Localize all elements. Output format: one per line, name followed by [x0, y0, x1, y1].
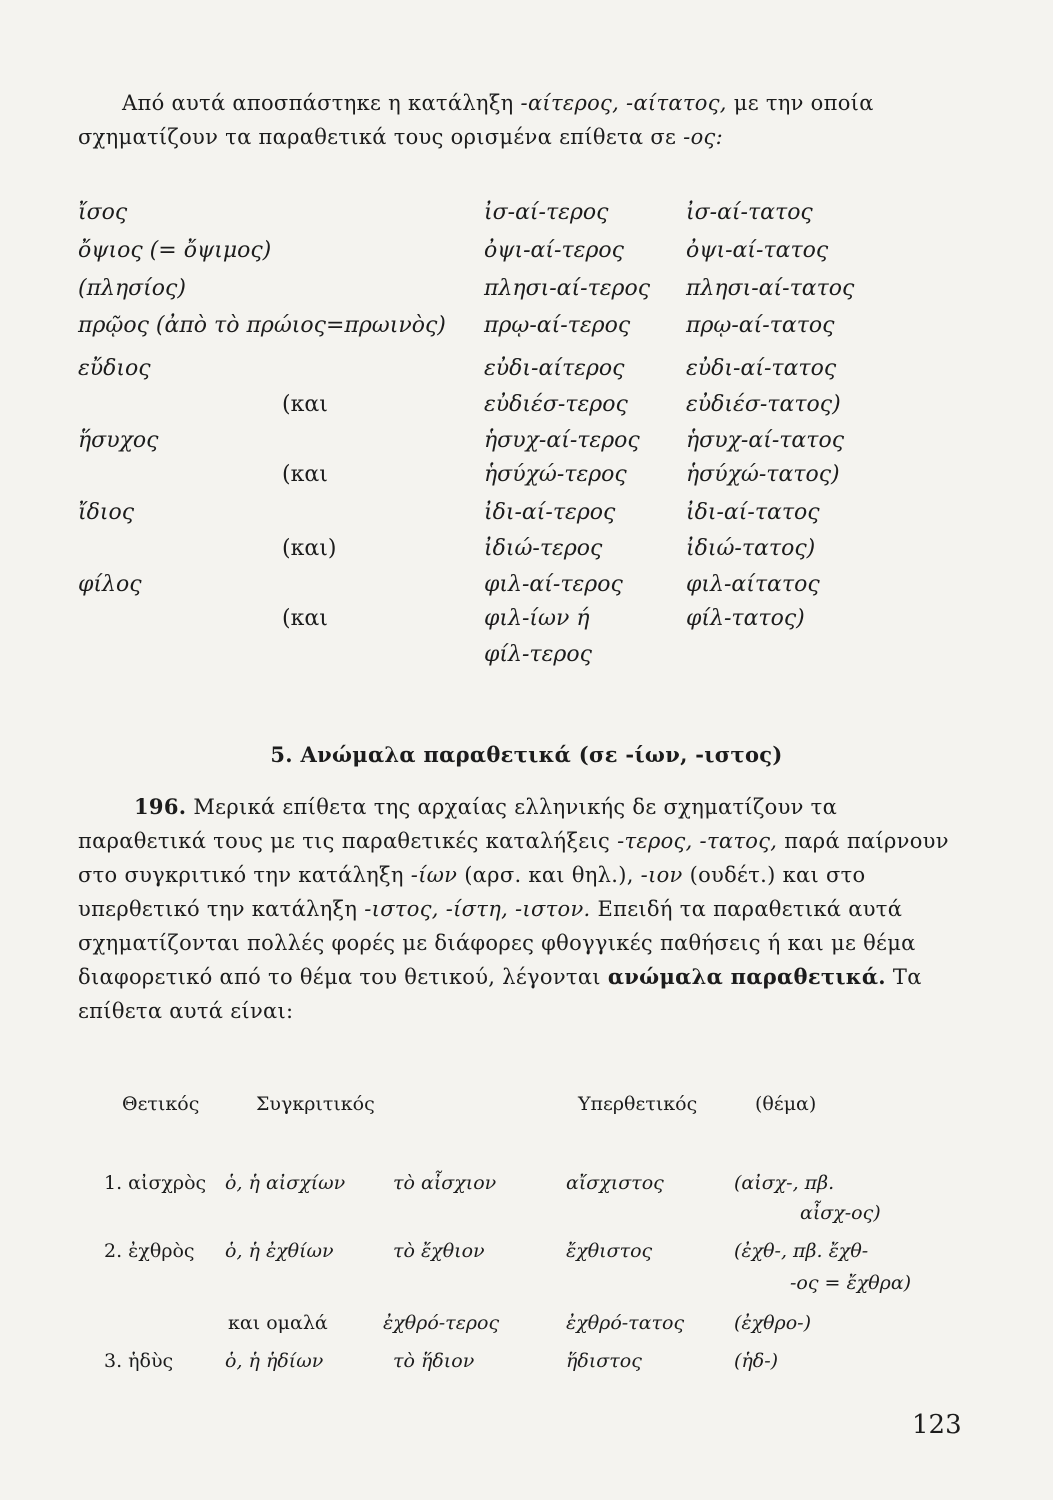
superlative: αἴσχιστος — [566, 1172, 664, 1194]
table-row — [0, 1172, 1053, 1206]
table-row — [0, 536, 1053, 572]
table-row — [0, 642, 1053, 678]
base-word: (πλησίος) — [78, 276, 186, 301]
stem: (ἐχθ-, πβ. ἔχθ- — [734, 1240, 869, 1262]
positive: 2. ἐχθρὸς — [104, 1240, 195, 1262]
base-word: πρῷος (ἀπὸ τὸ πρώιος=πρωινὸς) — [78, 313, 446, 338]
table-row-continuation — [0, 1202, 1053, 1236]
superlative: ἰδιώ-τατος) — [686, 536, 816, 561]
table-row — [0, 1350, 1053, 1384]
comparative: εὐδι-αίτερος — [484, 356, 625, 381]
stem: (ἐχθρο-) — [734, 1312, 812, 1334]
superlative: πλησι-αί-τατος — [686, 276, 855, 301]
base-word: εὔδιος — [78, 356, 151, 381]
table-row — [0, 1312, 1053, 1346]
header-superlative: Υπερθετικός — [578, 1093, 698, 1115]
row-note: (και — [282, 606, 328, 631]
table-row — [0, 500, 1053, 536]
bold-term: ανώμαλα παραθετικά. — [607, 964, 886, 989]
table-row — [0, 356, 1053, 392]
text-run: (ουδέτ.) και στο υπερθετικό την κατάληξη — [78, 863, 866, 921]
table-row — [0, 1240, 1053, 1274]
paragraph-196 — [78, 790, 958, 1028]
base-word: ἴδιος — [78, 500, 135, 525]
comparative: ἡσύχώ-τερος — [484, 462, 627, 487]
table-row — [0, 462, 1053, 498]
section-heading: 5. Ανώμαλα παραθετικά (σε -ίων, -ιστος) — [270, 742, 783, 767]
comparative: φιλ-ίων ή — [484, 606, 590, 631]
header-comparative: Συγκριτικός — [256, 1093, 375, 1115]
stem-continuation: αἶσχ-ος) — [800, 1202, 881, 1224]
irregular-table-header — [0, 1093, 1053, 1127]
stem: (αἰσχ-, πβ. — [734, 1172, 835, 1194]
superlative: ἰσ-αί-τατος — [686, 200, 813, 225]
table-row — [0, 392, 1053, 428]
comparative: εὐδιέσ-τερος — [484, 392, 628, 417]
table-row — [0, 606, 1053, 642]
superlative: ἥδιστος — [566, 1350, 642, 1372]
italic-run: -ιστος, -ίστη, -ιστον. — [364, 897, 591, 921]
text-run: (αρσ. και θηλ.), — [457, 863, 641, 887]
text-run: Επειδή τα παραθετικά αυτά σχηματίζονται πολλές φορές με διάφορες φθογγικές παθήσεις ή και με θέμα διαφορετικό από το θέμα του θετικού, λέγονται — [78, 897, 916, 989]
table-row — [0, 428, 1053, 464]
base-word: φίλος — [78, 572, 142, 597]
positive: 3. ἡδὺς — [104, 1350, 174, 1372]
comparative: ὀψι-αί-τερος — [484, 238, 624, 263]
text-run: Μερικά επίθετα της αρχαίας ελληνικής δε σχηματίζουν τα παραθετικά τους με τις παραθετικές καταλήξεις — [78, 795, 838, 853]
comparative-masc: ὁ, ἡ αἰσχίων — [225, 1172, 346, 1194]
table-row — [0, 276, 1053, 312]
row-note: (και — [282, 392, 328, 417]
row-note: (και — [282, 462, 328, 487]
positive: 1. αἰσχρὸς — [104, 1172, 207, 1194]
comparative: πλησι-αί-τερος — [484, 276, 651, 301]
header-positive: Θετικός — [122, 1093, 200, 1115]
header-stem: (θέμα) — [755, 1093, 817, 1115]
table-row-continuation — [0, 1272, 1053, 1306]
table-row — [0, 238, 1053, 274]
superlative: ἡσύχώ-τατος) — [686, 462, 840, 487]
text-run: Τα επίθετα αυτά είναι: — [78, 965, 922, 1023]
row-note: (και) — [282, 536, 337, 561]
comparative: φίλ-τερος — [484, 642, 592, 667]
intro-paragraph — [78, 86, 958, 154]
italic-run: -ιον — [640, 863, 683, 887]
italic-run: -ίων — [410, 863, 458, 887]
superlative: ἡσυχ-αί-τατος — [686, 428, 845, 453]
table-row — [0, 572, 1053, 608]
stem-continuation: -ος = ἔχθρα) — [790, 1272, 912, 1294]
comparative: ἰδιώ-τερος — [484, 536, 603, 561]
comparative: ἰσ-αί-τερος — [484, 200, 609, 225]
superlative: φίλ-τατος) — [686, 606, 805, 631]
superlative: ἔχθιστος — [566, 1240, 653, 1262]
superlative: πρῳ-αί-τατος — [686, 313, 835, 338]
base-word: ἴσος — [78, 200, 128, 225]
superlative: ἰδι-αί-τατος — [686, 500, 820, 525]
intro-suffixes: -αίτερος, -αίτατος, — [520, 91, 727, 115]
superlative: ἐχθρό-τατος — [566, 1312, 685, 1334]
page-number: 123 — [912, 1410, 962, 1440]
regular-note: και ομαλά — [228, 1312, 328, 1334]
comparative: ἰδι-αί-τερος — [484, 500, 616, 525]
superlative: φιλ-αίτατος — [686, 572, 820, 597]
superlative: ὀψι-αί-τατος — [686, 238, 829, 263]
base-word: ὄψιος (= ὄψιμος) — [78, 238, 272, 263]
intro-rest: με την οποία σχηματίζουν τα παραθετικά τους ορισμένα επίθετα σε — [78, 91, 874, 149]
superlative: εὐδιέσ-τατος) — [686, 392, 841, 417]
comparative-neut: τὸ ἥδιον — [393, 1350, 475, 1372]
paragraph-number: 196. — [134, 794, 187, 819]
stem: (ἡδ-) — [734, 1350, 779, 1372]
table-row — [0, 313, 1053, 349]
italic-run: -τερος, -τατος, — [617, 829, 778, 853]
comparative-masc: ὁ, ἡ ἐχθίων — [225, 1240, 334, 1262]
comparative-neut: τὸ ἔχθιον — [393, 1240, 485, 1262]
comparative: φιλ-αί-τερος — [484, 572, 623, 597]
table-row — [0, 200, 1053, 236]
superlative: εὐδι-αί-τατος — [686, 356, 837, 381]
comparative: πρῳ-αί-τερος — [484, 313, 631, 338]
comparative-masc: ὁ, ἡ ἡδίων — [225, 1350, 324, 1372]
comparative: ἡσυχ-αί-τερος — [484, 428, 640, 453]
comparative-neut: τὸ αἶσχιον — [393, 1172, 497, 1194]
text-run: παρά παίρνουν στο συγκριτικό την κατάληξη — [78, 829, 949, 887]
comparative: ἐχθρό-τερος — [383, 1312, 500, 1334]
base-word: ἥσυχος — [78, 428, 159, 453]
intro-lead: Από αυτά αποσπάστηκε η κατάληξη — [122, 91, 521, 115]
intro-ending: -ος: — [683, 125, 723, 149]
